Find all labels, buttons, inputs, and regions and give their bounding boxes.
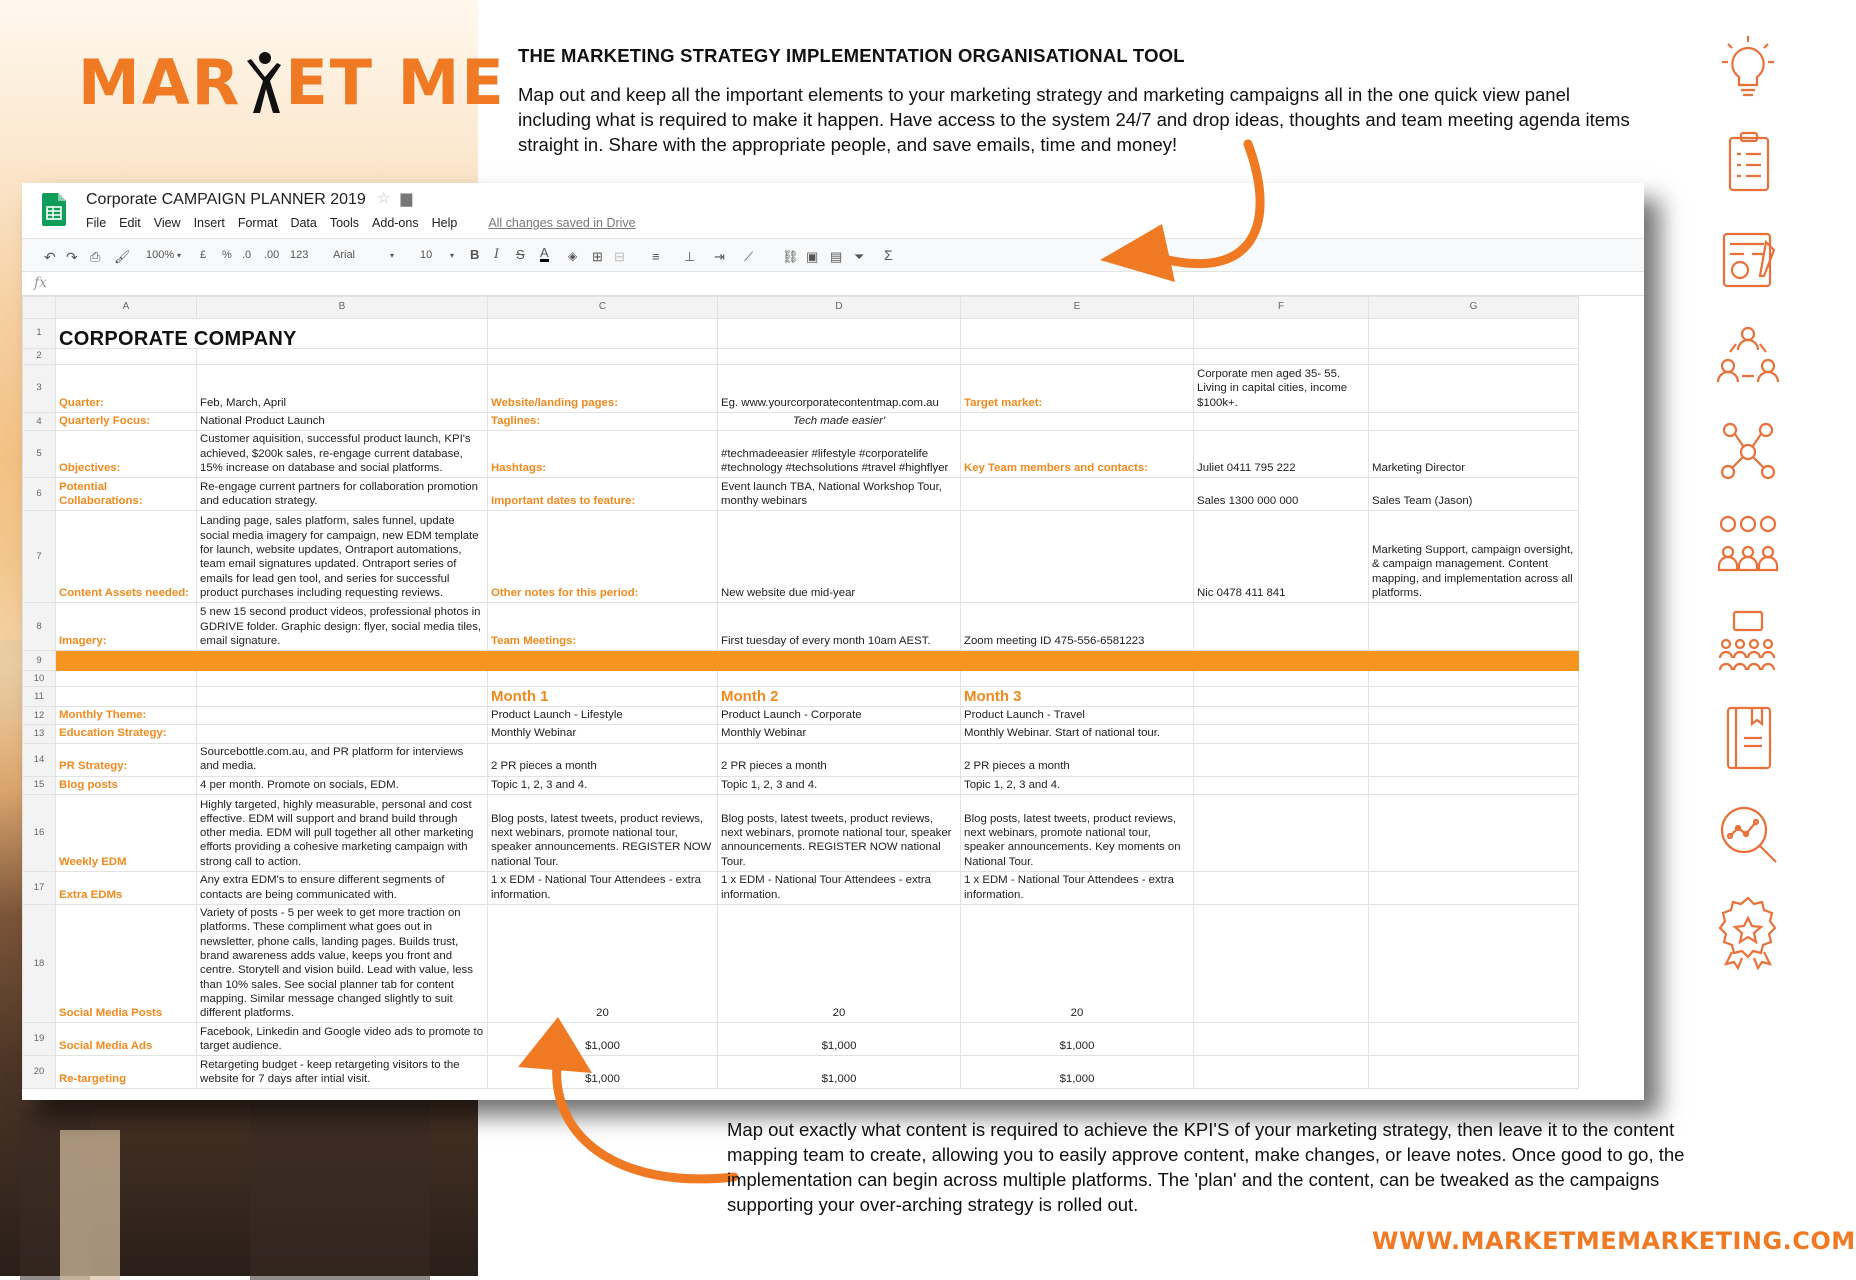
- sheet-cell[interactable]: [1369, 603, 1579, 651]
- sheet-cell[interactable]: Month 3: [961, 687, 1194, 707]
- bold-icon[interactable]: B: [470, 247, 480, 262]
- menu-edit[interactable]: Edit: [119, 216, 141, 230]
- sheet-cell[interactable]: Sales 1300 000 000: [1194, 478, 1369, 511]
- column-header[interactable]: E: [961, 297, 1194, 319]
- folder-icon[interactable]: ▆: [400, 190, 413, 207]
- table-row: [23, 776, 1579, 794]
- sheet-cell[interactable]: [197, 707, 488, 725]
- filter-icon[interactable]: ⏷: [854, 249, 865, 264]
- sheet-cell[interactable]: #techmadeeasier #lifestyle #corporatelife #technology #techsolutions #travel #highflyer: [718, 431, 961, 478]
- planner-board-icon: [1708, 220, 1788, 300]
- sheet-cell[interactable]: Corporate men aged 35- 55. Living in capital cities, income $100k+.: [1194, 365, 1369, 413]
- sheet-cell[interactable]: [1369, 743, 1579, 776]
- sheet-cell[interactable]: [1369, 671, 1579, 687]
- sheet-cell[interactable]: $1,000: [718, 1023, 961, 1056]
- insert-link-icon[interactable]: ⛓: [782, 249, 799, 264]
- fill-color-icon[interactable]: ◈: [568, 249, 578, 263]
- menu-help[interactable]: Help: [431, 216, 458, 230]
- sheet-cell[interactable]: Facebook, Linkedin and Google video ads to promote to target audience.: [197, 1023, 488, 1056]
- sheet-cell[interactable]: Landing page, sales platform, sales funnel, update social media imagery for campaign, new EDM template for launch, website updates, Ontraport automations, team email signatures updated. Ontraport series of emails for lead gen tool, and series for successful product purchases including requesting reviews.: [197, 511, 488, 603]
- spreadsheet-header: [22, 183, 1644, 238]
- table-row: [23, 1023, 1579, 1056]
- sheet-cell[interactable]: Marketing Support, campaign oversight, & campaign management. Content mapping, and implementation across all platforms.: [1369, 511, 1579, 603]
- table-row: [23, 795, 1579, 872]
- page-title: THE MARKETING STRATEGY IMPLEMENTATION ORGANISATIONAL TOOL: [518, 45, 1185, 66]
- sheet-cell[interactable]: [197, 687, 488, 707]
- sheet-cell[interactable]: Topic 1, 2, 3 and 4.: [718, 776, 961, 794]
- sheet-cell[interactable]: Objectives:: [56, 431, 197, 478]
- team-cycle-icon: [1708, 316, 1788, 396]
- sheet-cell[interactable]: First tuesday of every month 10am AEST.: [718, 603, 961, 651]
- row-header[interactable]: 8: [23, 603, 56, 651]
- sheet-cell[interactable]: [1369, 319, 1579, 349]
- row-header[interactable]: 16: [23, 795, 56, 872]
- sheet-cell[interactable]: Retargeting budget - keep retargeting visitors to the website for 7 days after intial visit.: [197, 1056, 488, 1089]
- logo-text-right: ET ME: [285, 46, 506, 119]
- menu-insert[interactable]: Insert: [193, 216, 225, 230]
- sheet-cell[interactable]: $1,000: [961, 1023, 1194, 1056]
- column-header[interactable]: D: [718, 297, 961, 319]
- sheet-cell[interactable]: [961, 478, 1194, 511]
- table-row: [23, 905, 1579, 1023]
- percent-button[interactable]: %: [222, 249, 232, 261]
- sheet-cell[interactable]: 1 x EDM - National Tour Attendees - extra information.: [961, 872, 1194, 905]
- sheet-cell[interactable]: [718, 349, 961, 365]
- sheet-cell[interactable]: [197, 651, 488, 671]
- sheet-cell[interactable]: Highly targeted, highly measurable, personal and cost effective. EDM will support and brand build through other media. EDM will pull together all other marketing efforts providing a cohesive marketing campaign with strong call to action.: [197, 795, 488, 872]
- table-row: [23, 671, 1579, 687]
- sheet-cell[interactable]: [1194, 743, 1369, 776]
- menu-view[interactable]: View: [153, 216, 181, 230]
- sheet-cell[interactable]: Target market:: [961, 365, 1194, 413]
- italic-icon[interactable]: I: [494, 247, 500, 262]
- sheet-cell[interactable]: Potential Collaborations:: [56, 478, 197, 511]
- sheet-cell[interactable]: Monthly Webinar. Start of national tour.: [961, 725, 1194, 743]
- brand-logo: [78, 46, 506, 119]
- sheet-cell[interactable]: Content Assets needed:: [56, 511, 197, 603]
- table-row: [23, 413, 1579, 431]
- arrow-to-sheet-icon: [1080, 140, 1280, 350]
- table-row: [23, 603, 1579, 651]
- menu-addons[interactable]: Add-ons: [372, 216, 419, 230]
- table-row: [23, 1056, 1579, 1089]
- sheet-cell[interactable]: [718, 651, 961, 671]
- sheet-cell[interactable]: $1,000: [961, 1056, 1194, 1089]
- sheet-cell[interactable]: Important dates to feature:: [488, 478, 718, 511]
- sheet-cell[interactable]: [1194, 1023, 1369, 1056]
- row-header[interactable]: 10: [23, 671, 56, 687]
- formula-bar[interactable]: [22, 272, 1644, 296]
- sheet-cell[interactable]: Monthly Webinar: [488, 725, 718, 743]
- row-header[interactable]: 17: [23, 872, 56, 905]
- sheet-cell[interactable]: [1369, 651, 1579, 671]
- sheet-cell[interactable]: [488, 671, 718, 687]
- sheet-cell[interactable]: Weekly EDM: [56, 795, 197, 872]
- sheet-cell[interactable]: 2 PR pieces a month: [961, 743, 1194, 776]
- sheet-cell[interactable]: $1,000: [488, 1023, 718, 1056]
- sheet-cell[interactable]: Marketing Director: [1369, 431, 1579, 478]
- sheet-cell[interactable]: [718, 319, 961, 349]
- sheet-cell[interactable]: [197, 349, 488, 365]
- sheet-cell[interactable]: $1,000: [718, 1056, 961, 1089]
- sheet-cell[interactable]: [1194, 651, 1369, 671]
- size-chevron-down-icon[interactable]: ▾: [450, 251, 455, 260]
- sheet-cell[interactable]: Blog posts, latest tweets, product reviews, next webinars, promote national tour, speaker announcements. Key moments on National Tour.: [961, 795, 1194, 872]
- sheet-cell[interactable]: $1,000: [488, 1056, 718, 1089]
- row-header[interactable]: 7: [23, 511, 56, 603]
- font-select[interactable]: Arial: [333, 249, 356, 261]
- sheet-cell[interactable]: Extra EDMs: [56, 872, 197, 905]
- logo-text-left: MAR: [78, 46, 242, 119]
- sheet-cell[interactable]: [1194, 687, 1369, 707]
- sheet-cell[interactable]: [1194, 725, 1369, 743]
- sheet-cell[interactable]: [961, 349, 1194, 365]
- row-header[interactable]: 11: [23, 687, 56, 707]
- sheet-cell[interactable]: Social Media Ads: [56, 1023, 197, 1056]
- sheet-cell[interactable]: Blog posts, latest tweets, product reviews, next webinars, promote national tour, speaker announcements. REGISTER NOW national Tour.: [488, 795, 718, 872]
- sheet-cell[interactable]: [1194, 707, 1369, 725]
- sheet-table: [22, 296, 1579, 1089]
- sheet-cell[interactable]: Product Launch - Lifestyle: [488, 707, 718, 725]
- table-row: [23, 319, 1579, 349]
- sheet-cell[interactable]: [56, 349, 197, 365]
- arrow-to-rows-icon: [496, 1015, 746, 1195]
- sheet-cell[interactable]: Taglines:: [488, 413, 718, 431]
- sheet-cell[interactable]: Product Launch - Corporate: [718, 707, 961, 725]
- sheet-cell[interactable]: [1194, 349, 1369, 365]
- sheet-cell[interactable]: [1369, 349, 1579, 365]
- sheet-cell[interactable]: [488, 349, 718, 365]
- lightbulb-icon: [1708, 30, 1788, 110]
- sheet-cell[interactable]: [56, 671, 197, 687]
- sheet-cell[interactable]: [1369, 905, 1579, 1023]
- row-header[interactable]: 12: [23, 707, 56, 725]
- google-sheets-logo-icon[interactable]: [42, 193, 66, 226]
- sheet-cell[interactable]: [1194, 905, 1369, 1023]
- column-header[interactable]: A: [56, 297, 197, 319]
- sheet-cell[interactable]: Sales Team (Jason): [1369, 478, 1579, 511]
- table-row: [23, 872, 1579, 905]
- sheet-cell[interactable]: [1369, 776, 1579, 794]
- menu-bar: [86, 216, 636, 230]
- table-row: [23, 431, 1579, 478]
- sheet-cell[interactable]: 1 x EDM - National Tour Attendees - extra information.: [718, 872, 961, 905]
- borders-icon[interactable]: ⊞: [592, 249, 603, 264]
- sheet-cell[interactable]: Feb, March, April: [197, 365, 488, 413]
- people-ideas-icon: [1708, 506, 1788, 586]
- menu-data[interactable]: Data: [290, 216, 317, 230]
- sheet-cell[interactable]: 2 PR pieces a month: [718, 743, 961, 776]
- sheet-cell[interactable]: Topic 1, 2, 3 and 4.: [961, 776, 1194, 794]
- sheet-cell[interactable]: [488, 319, 718, 349]
- sheet-cell[interactable]: Zoom meeting ID 475-556-6581223: [961, 603, 1194, 651]
- sheet-cell[interactable]: 20: [961, 905, 1194, 1023]
- paint-format-icon[interactable]: 🖌: [114, 249, 131, 264]
- fx-icon: fx: [34, 275, 48, 291]
- sheet-cell[interactable]: [1194, 671, 1369, 687]
- sheet-cell[interactable]: Topic 1, 2, 3 and 4.: [488, 776, 718, 794]
- sheet-cell[interactable]: Team Meetings:: [488, 603, 718, 651]
- sheet-cell[interactable]: [1369, 707, 1579, 725]
- sheet-cell[interactable]: Customer aquisition, successful product launch, KPI's achieved, $200k sales, re-engage current database, 15% increase on database and social platforms.: [197, 431, 488, 478]
- insert-chart-icon[interactable]: ▤: [830, 249, 843, 264]
- row-header[interactable]: 14: [23, 743, 56, 776]
- number-format-select[interactable]: 123: [290, 249, 309, 261]
- text-wrap-icon[interactable]: ⇥: [714, 249, 725, 264]
- sheet-cell[interactable]: [1369, 413, 1579, 431]
- row-header[interactable]: 18: [23, 905, 56, 1023]
- corner-cell[interactable]: [23, 297, 56, 319]
- logo-figure-icon: [243, 51, 283, 115]
- sheet-cell[interactable]: [961, 651, 1194, 671]
- sheet-cell[interactable]: [961, 413, 1194, 431]
- table-row: [23, 725, 1579, 743]
- sheet-cell[interactable]: 5 new 15 second product videos, professional photos in GDRIVE folder. Graphic design: flyer, social media tiles, email signature.: [197, 603, 488, 651]
- sheet-cell[interactable]: Blog posts: [56, 776, 197, 794]
- redo-icon[interactable]: ↷: [66, 249, 78, 265]
- sheet-cell[interactable]: [1194, 1056, 1369, 1089]
- website-link[interactable]: WWW.MARKETMEMARKETING.COM: [1372, 1227, 1856, 1255]
- sheet-cell[interactable]: 4 per month. Promote on socials, EDM.: [197, 776, 488, 794]
- analytics-magnifier-icon: [1708, 794, 1788, 874]
- sheet-cell[interactable]: Monthly Theme:: [56, 707, 197, 725]
- sheet-cell[interactable]: Event launch TBA, National Workshop Tour, monthy webinars: [718, 478, 961, 511]
- sheet-cell[interactable]: Quarterly Focus:: [56, 413, 197, 431]
- save-status[interactable]: All changes saved in Drive: [488, 216, 636, 230]
- row-header[interactable]: 20: [23, 1056, 56, 1089]
- sheet-cell[interactable]: [1369, 365, 1579, 413]
- star-icon[interactable]: ☆: [377, 190, 391, 207]
- sheet-cell[interactable]: 20: [488, 905, 718, 1023]
- sheet-cell[interactable]: [1369, 872, 1579, 905]
- sheet-grid: [22, 296, 1644, 1100]
- notebook-icon: [1708, 698, 1788, 778]
- sheet-cell[interactable]: [1369, 1056, 1579, 1089]
- footer-description: Map out exactly what content is required to achieve the KPI'S of your marketing strategy, then leave it to the content mapping team to create, allowing you to easily approve content, make changes, or leave notes. Once good to go, the implementation can begin across multiple platforms. The 'plan' and the content, can be tweaked as the campaigns supporting your over-arching strategy is rolled out.: [727, 1119, 1685, 1215]
- font-size-select[interactable]: 10: [420, 249, 433, 261]
- sheet-cell[interactable]: [1369, 687, 1579, 707]
- table-row: [23, 743, 1579, 776]
- sheet-cell[interactable]: [56, 687, 197, 707]
- row-header[interactable]: 9: [23, 651, 56, 671]
- award-badge-icon: [1708, 890, 1788, 970]
- sheet-rows: [23, 319, 1579, 1089]
- sheet-cell[interactable]: Education Strategy:: [56, 725, 197, 743]
- decrease-decimal-button[interactable]: .0: [242, 249, 252, 261]
- font-chevron-down-icon[interactable]: ▾: [390, 251, 395, 260]
- sheet-cell[interactable]: National Product Launch: [197, 413, 488, 431]
- text-color-icon[interactable]: A: [540, 245, 549, 260]
- sheet-cell[interactable]: Product Launch - Travel: [961, 707, 1194, 725]
- increase-decimal-button[interactable]: .00: [264, 249, 280, 261]
- sheet-cell[interactable]: [488, 651, 718, 671]
- column-header[interactable]: F: [1194, 297, 1369, 319]
- sheet-cell[interactable]: Any extra EDM's to ensure different segments of contacts are being communicated with.: [197, 872, 488, 905]
- sheet-cell[interactable]: Monthly Webinar: [718, 725, 961, 743]
- network-icon: [1708, 410, 1788, 490]
- sheet-cell[interactable]: [56, 651, 197, 671]
- table-row: [23, 687, 1579, 707]
- menu-format[interactable]: Format: [237, 216, 278, 230]
- sheet-cell[interactable]: Hashtags:: [488, 431, 718, 478]
- table-row: [23, 511, 1579, 603]
- sheet-cell[interactable]: Blog posts, latest tweets, product reviews, next webinars, promote national tour, speaker announcements. REGISTER NOW national Tour.: [718, 795, 961, 872]
- column-header-row: [23, 297, 1579, 319]
- clipboard-checklist-icon: [1708, 124, 1788, 204]
- row-header[interactable]: 2: [23, 349, 56, 365]
- sheet-cell[interactable]: [1194, 872, 1369, 905]
- sheet-cell[interactable]: Sourcebottle.com.au, and PR platform for interviews and media.: [197, 743, 488, 776]
- sheet-cell[interactable]: [718, 671, 961, 687]
- column-header[interactable]: C: [488, 297, 718, 319]
- sheet-cell[interactable]: Nic 0478 411 841: [1194, 511, 1369, 603]
- row-header[interactable]: 5: [23, 431, 56, 478]
- sheet-cell[interactable]: Month 1: [488, 687, 718, 707]
- sheet-cell[interactable]: [961, 671, 1194, 687]
- sheet-cell[interactable]: [961, 511, 1194, 603]
- sheet-cell[interactable]: Other notes for this period:: [488, 511, 718, 603]
- menu-file[interactable]: File: [86, 216, 107, 230]
- sheet-cell[interactable]: [1369, 725, 1579, 743]
- title-actions: [377, 189, 412, 207]
- sheet-cell[interactable]: [1194, 776, 1369, 794]
- sheet-cell[interactable]: Website/landing pages:: [488, 365, 718, 413]
- sheet-cell[interactable]: Quarter:: [56, 365, 197, 413]
- sheet-cell[interactable]: [1369, 795, 1579, 872]
- column-header[interactable]: B: [197, 297, 488, 319]
- table-row: [23, 651, 1579, 671]
- sheet-cell[interactable]: Imagery:: [56, 603, 197, 651]
- menu-tools[interactable]: Tools: [329, 216, 360, 230]
- sheet-cell[interactable]: PR Strategy:: [56, 743, 197, 776]
- document-title[interactable]: Corporate CAMPAIGN PLANNER 2019: [86, 191, 366, 208]
- currency-button[interactable]: £: [200, 249, 207, 261]
- sheet-cell[interactable]: New website due mid-year: [718, 511, 961, 603]
- sheet-cell[interactable]: [197, 671, 488, 687]
- column-header[interactable]: G: [1369, 297, 1579, 319]
- sheet-cell[interactable]: [1194, 795, 1369, 872]
- zoom-chevron-down-icon[interactable]: ▾: [177, 251, 182, 260]
- header-description: Map out and keep all the important elements to your marketing strategy and marketing campaigns all in the one quick view panel including what is required to make it happen. Have access to the system 24/7 and drop ideas, thoughts and team meeting agenda items straight in. Share with the appropriate people, and save emails, time and money!: [518, 84, 1630, 155]
- row-header[interactable]: 19: [23, 1023, 56, 1056]
- sheet-cell[interactable]: 20: [718, 905, 961, 1023]
- align-left-icon[interactable]: ≡: [652, 249, 660, 264]
- row-header[interactable]: 13: [23, 725, 56, 743]
- table-row: [23, 365, 1579, 413]
- sheet-cell[interactable]: [1194, 413, 1369, 431]
- row-header[interactable]: 1: [23, 319, 56, 349]
- spreadsheet-window: [22, 183, 1644, 1100]
- sheet-cell[interactable]: Variety of posts - 5 per week to get more traction on platforms. These compliment what goes out in newsletter, phone calls, landing pages. Builds trust, brand awareness adds value, keeps you front and centre. Storytell and vision build. Lead with value, less than 10% sales. See social planner tab for content mapping. Similar message changed slightly to suit different platforms.: [197, 905, 488, 1023]
- sheet-cell[interactable]: [197, 725, 488, 743]
- sheet-cell[interactable]: CORPORATE COMPANY: [56, 319, 488, 349]
- sheet-cell[interactable]: [1369, 1023, 1579, 1056]
- row-header[interactable]: 3: [23, 365, 56, 413]
- row-header[interactable]: 15: [23, 776, 56, 794]
- insert-comment-icon[interactable]: ▣: [806, 249, 819, 264]
- strikethrough-icon[interactable]: S: [516, 247, 525, 262]
- table-row: [23, 478, 1579, 511]
- sheet-cell[interactable]: Eg. www.yourcorporatecontentmap.com.au: [718, 365, 961, 413]
- sheet-cell[interactable]: Re-engage current partners for collaboration promotion and education strategy.: [197, 478, 488, 511]
- functions-icon[interactable]: Σ: [884, 247, 893, 263]
- sheet-cell[interactable]: Social Media Posts: [56, 905, 197, 1023]
- table-row: [23, 349, 1579, 365]
- toolbar: [22, 238, 1644, 272]
- sheet-cell[interactable]: Tech made easier': [718, 413, 961, 431]
- print-icon[interactable]: ⎙: [90, 249, 101, 264]
- sheet-cell[interactable]: Juliet 0411 795 222: [1194, 431, 1369, 478]
- audience-icon: [1708, 602, 1788, 682]
- sheet-cell[interactable]: 1 x EDM - National Tour Attendees - extra information.: [488, 872, 718, 905]
- zoom-select[interactable]: 100%: [146, 249, 175, 261]
- row-header[interactable]: 4: [23, 413, 56, 431]
- sheet-cell[interactable]: [1194, 603, 1369, 651]
- text-rotation-icon[interactable]: ⟋: [744, 249, 754, 264]
- vertical-align-icon[interactable]: ⊥: [684, 249, 696, 264]
- undo-icon[interactable]: ↶: [44, 249, 56, 265]
- sheet-cell[interactable]: Month 2: [718, 687, 961, 707]
- sheet-cell[interactable]: 2 PR pieces a month: [488, 743, 718, 776]
- merge-cells-icon[interactable]: ⊟: [614, 249, 625, 264]
- sheet-cell[interactable]: Key Team members and contacts:: [961, 431, 1194, 478]
- sheet-cell[interactable]: Re-targeting: [56, 1056, 197, 1089]
- row-header[interactable]: 6: [23, 478, 56, 511]
- table-row: [23, 707, 1579, 725]
